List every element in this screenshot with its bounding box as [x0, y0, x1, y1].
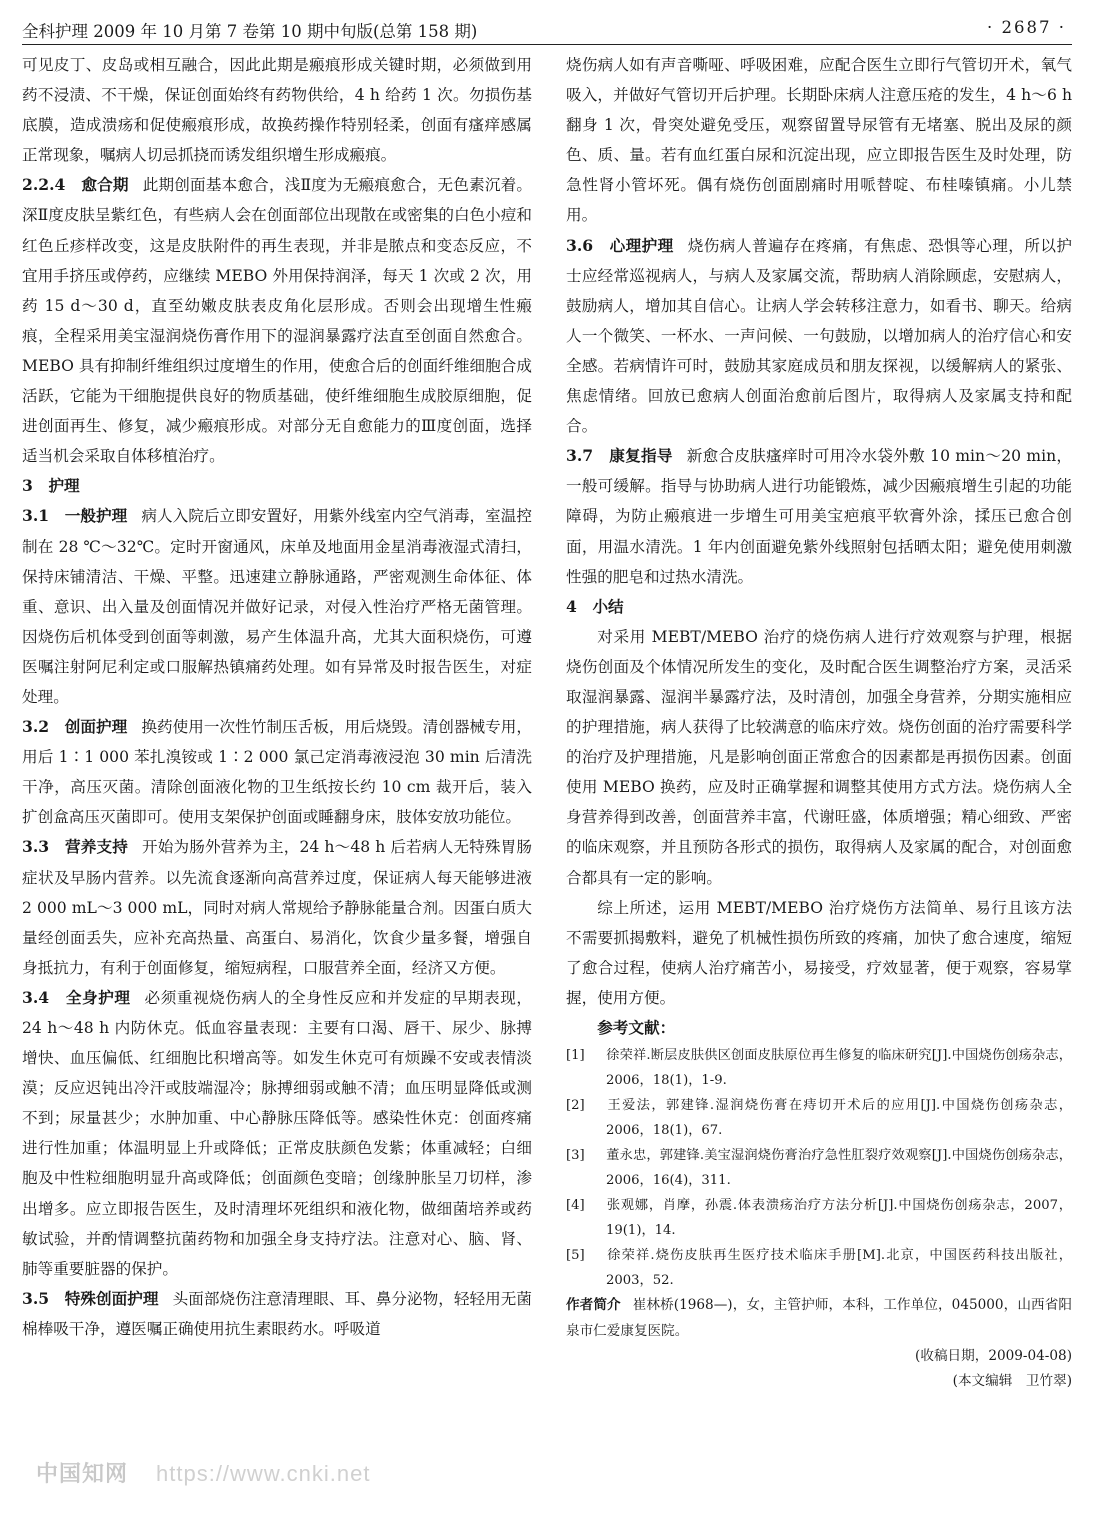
section-3-7 — [566, 441, 1072, 591]
reference-text: 王爱法，郭建锋.湿润烧伤膏在痔切开术后的应用[J].中国烧伤创疡杂志，2006，18(1)，67. — [606, 1098, 1072, 1139]
page-number: · 2687 · — [987, 18, 1066, 37]
reference-number: [5] — [566, 1248, 585, 1264]
left-column — [22, 50, 532, 1344]
section-heading: 3.3 营养支持 — [22, 837, 128, 857]
section-heading: 3.5 特殊创面护理 — [22, 1288, 159, 1308]
section-heading: 2.2.4 愈合期 — [22, 175, 129, 195]
watermark-logo: 中国知网 — [36, 1461, 129, 1486]
reference-text: 徐荣祥.断层皮肤供区创面皮肤原位再生修复的临床研究[J].中国烧伤创疡杂志，2006，18(1)，1-9. — [606, 1048, 1072, 1089]
author-bio-text: 崔林桥(1968—)，女，主管护师，本科，工作单位，045000，山西省阳泉市仁爱康复医院。 — [566, 1297, 1073, 1339]
right-column — [566, 50, 1072, 1394]
author-bio-label: 作者简介 — [566, 1297, 621, 1314]
paragraph: 可见皮丁、皮岛或相互融合，因此此期是瘢痕形成关键时期，必须做到用药不浸渍、不干燥，保证创面始终有药物供给，4 h 给药 1 次。勿损伤基底膜，造成溃疡和促使瘢痕形成，故换药操作特别轻柔，创面有瘙痒感属正常现象，嘱病人切忌抓挠而诱发组织增生形成瘢痕。 — [22, 56, 532, 165]
reference-list — [566, 1043, 1072, 1293]
section-heading: 3.1 一般护理 — [22, 506, 128, 526]
section-text: 必须重视烧伤病人的全身性反应和并发症的早期表现，24 h～48 h 内防休克。低血容量表现：主要有口渴、唇干、尿少、脉搏增快、血压偏低、红细胞比积增高等。如发生休克可有烦躁不安或表情淡漠；反应迟钝出冷汗或肢端湿冷；脉搏细弱或触不清；血压明显降低或测不到；尿量甚少；水肿加重、中心静脉压降低等。感染性休克：创面疼痛进行性加重；体温明显上升或降低；正常皮肤颜色发紫；体重减轻；白细胞及中性粒细胞明显升高或降低；创面颜色变暗；创缘肿胀呈刀切样，渗出增多。应立即报告医生，及时清理坏死组织和液化物，做细菌培养或药敏试验，并酌情调整抗菌药物和加强全身支持疗法。注意对心、脑、肾、肺等重要脏器的保护。 — [22, 988, 532, 1278]
journal-title: 全科护理 2009 年 10 月第 7 卷第 10 期中旬版(总第 158 期) — [22, 22, 478, 41]
reference-item — [566, 1043, 1072, 1093]
reference-item — [566, 1093, 1072, 1143]
section-2-2-4 — [22, 170, 532, 471]
section-heading: 3.4 全身护理 — [22, 987, 131, 1007]
reference-number: [2] — [566, 1098, 585, 1114]
section-text: 新愈合皮肤瘙痒时可用冷水袋外敷 10 min～20 min，一般可缓解。指导与协助病人进行功能锻炼，减少因瘢痕增生引起的功能障碍，为防止瘢痕进一步增生可用美宝疤痕平软膏外涂，揉压已愈合创面，用温水清洗。1 年内创面避免紫外线照射包括晒太阳；避免使用刺激性强的肥皂和过热水清洗。 — [566, 447, 1072, 586]
reference-item — [566, 1143, 1072, 1193]
received-date: (收稿日期，2009-04-08) — [915, 1348, 1072, 1365]
section-text: 开始为肠外营养为主，24 h～48 h 后若病人无特殊胃肠症状及早肠内营养。以先流食逐渐向高营养过度，保证病人每天能够进液 2 000 mL～3 000 mL，同时对病人常规给予静脉能量合剂。因蛋白质大量经创面丢失，应补充高热量、高蛋白、易消化，饮食少量多餐，增强自身抵抗力，有利于创面修复，缩短病程，口服营养全面，经济又方便。 — [22, 838, 532, 977]
section-heading: 3.7 康复指导 — [566, 446, 673, 466]
watermark — [36, 1457, 370, 1488]
reference-item — [566, 1243, 1072, 1293]
section-3-5 — [22, 1284, 532, 1344]
section-3-1 — [22, 501, 532, 712]
section-3-4 — [22, 983, 532, 1284]
reference-text: 张观娜，肖摩，孙震.体表溃疡治疗方法分析[J].中国烧伤创疡杂志，2007，19(1)，14. — [606, 1198, 1072, 1239]
section-3-3 — [22, 832, 532, 982]
section-heading: 3.6 心理护理 — [566, 235, 674, 255]
paragraph: 烧伤病人如有声音嘶哑、呼吸困难，应配合医生立即行气管切开术，氧气吸入，并做好气管切开后护理。长期卧床病人注意压疮的发生，4 h～6 h 翻身 1 次，骨突处避免受压，观察留置导尿管有无堵塞、脱出及尿的颜色、质、量。若有血红蛋白尿和沉淀出现，应立即报告医生及时处理，防急性肾小管坏死。偶有烧伤创面剧痛时用哌替啶、布桂嗪镇痛。小儿禁用。 — [566, 56, 1072, 225]
editor-note: (本文编辑 卫竹翠) — [952, 1373, 1072, 1390]
reference-item — [566, 1193, 1072, 1243]
section-text: 头面部烧伤注意清理眼、耳、鼻分泌物，轻轻用无菌棉棒吸干净，遵医嘱正确使用抗生素眼药水。呼吸道 — [22, 1289, 532, 1338]
section-text: 此期创面基本愈合，浅Ⅱ度为无瘢痕愈合，无色素沉着。深Ⅱ度皮肤呈紫红色，有些病人会在创面部位出现散在或密集的白色小痘和红色丘疹样改变，这是皮肤附件的再生表现，并非是脓点和变态反应，不宜用手挤压或停药，应继续 MEBO 外用保持润泽，每天 1 次或 2 次，用药 15 d～30 d，直至幼嫩皮肤表皮角化层形成。否则会出现增生性瘢痕，全程采用美宝湿润烧伤膏作用下的湿润暴露疗法直至创面自然愈合。MEBO 具有抑制纤维组织过度增生的作用，使愈合后的创面纤维细胞合成活跃，它能为干细胞提供良好的物质基础，使纤维细胞生成胶原细胞，促进创面再生、修复，减少瘢痕形成。对部分无自愈能力的Ⅲ度创面，选择适当机会采取自体移植治疗。 — [22, 176, 532, 466]
section-text: 病人入院后立即安置好，用紫外线室内空气消毒，室温控制在 28 ℃～32℃。定时开窗通风，床单及地面用金星消毒液湿式清扫，保持床铺清洁、干燥、平整。迅速建立静脉通路，严密观测生命体征、体重、意识、出入量及创面情况并做好记录，对侵入性治疗严格无菌管理。因烧伤后机体受到创面等刺激，易产生体温升高，尤其大面积烧伤，可遵医嘱注射阿尼利定或口服解热镇痛药处理。如有异常及时报告医生，对症处理。 — [22, 507, 532, 706]
reference-text: 董永忠，郭建锋.美宝湿润烧伤膏治疗急性肛裂疗效观察[J].中国烧伤创疡杂志，2006，16(4)，311. — [606, 1148, 1072, 1189]
references-title: 参考文献： — [597, 1018, 676, 1037]
section-title-4: 4 小结 — [566, 596, 624, 616]
section-heading: 3.2 创面护理 — [22, 717, 128, 737]
section-3-6 — [566, 231, 1072, 442]
conclusion-paragraph: 对采用 MEBT/MEBO 治疗的烧伤病人进行疗效观察与护理，根据烧伤创面及个体情况所发生的变化，及时配合医生调整治疗方案，灵活采取湿润暴露、湿润半暴露疗法，及时清创，加强全身营养，分期实施相应的护理措施，病人获得了比较满意的临床疗效。烧伤创面的治疗需要科学的治疗及护理措施，凡是影响创面正常愈合的因素都是再损伤因素。创面使用 MEBO 换药，应及时正确掌握和调整其使用方式方法。烧伤病人全身营养得到改善，创面营养丰富，代谢旺盛，体质增强；精心细致、严密的临床观察，并且预防各形式的损伤，取得病人及家属的配合，对创面愈合都具有一定的影响。 — [566, 627, 1072, 887]
reference-number: [3] — [566, 1148, 585, 1164]
watermark-url: https://www.cnki.net — [156, 1461, 371, 1486]
section-text: 换药使用一次性竹制压舌板，用后烧毁。清创器械专用，用后 1∶1 000 苯扎溴铵或 1∶2 000 氯己定消毒液浸泡 30 min 后清洗干净，高压灭菌。清除创面液化物的卫生纸按长约 10 cm 裁开后，装入扩创盒高压灭菌即可。使用支架保护创面或睡翻身床，肢体安放功能位。 — [22, 718, 532, 827]
conclusion-paragraph: 综上所述，运用 MEBT/MEBO 治疗烧伤方法简单、易行且该方法不需要抓揭敷料，避免了机械性损伤所致的疼痛，加快了愈合速度，缩短了愈合过程，使病人治疗痛苦小，易接受，疗效显著，便于观察，容易掌握，使用方便。 — [566, 898, 1072, 1007]
page-header — [22, 14, 1072, 45]
reference-text: 徐荣祥.烧伤皮肤再生医疗技术临床手册[M].北京，中国医药科技出版社，2003，52. — [606, 1248, 1072, 1289]
section-title-3: 3 护理 — [22, 476, 80, 496]
section-text: 烧伤病人普遍存在疼痛，有焦虑、恐惧等心理，所以护士应经常巡视病人，与病人及家属交流，帮助病人消除顾虑，安慰病人，鼓励病人，增加其自信心。让病人学会转移注意力，如看书、聊天。给病人一个微笑、一杯水、一声问候、一句鼓励，以增加病人的治疗信心和安全感。若病情许可时，鼓励其家庭成员和朋友探视，以缓解病人的紧张、焦虑情绪。回放已愈病人创面治愈前后图片，取得病人及家属支持和配合。 — [566, 236, 1072, 436]
reference-number: [1] — [566, 1048, 585, 1064]
author-bio — [566, 1293, 1072, 1344]
section-3-2 — [22, 712, 532, 832]
reference-number: [4] — [566, 1198, 585, 1214]
